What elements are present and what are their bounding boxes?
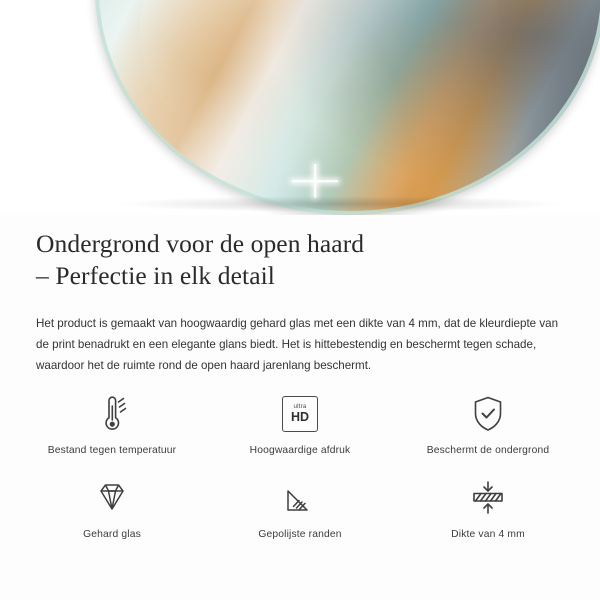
- feature-item-surface-protection: [394, 392, 582, 456]
- feature-item-print-quality: [206, 392, 394, 456]
- glass-disc-graphic: [95, 0, 600, 215]
- feature-grid: [0, 392, 600, 540]
- ultra-hd-icon: [282, 392, 318, 436]
- feature-label: Gepolijste randen: [258, 529, 342, 540]
- ultra-hd-badge-top: ultra: [293, 403, 307, 411]
- feature-label: Hoogwaardige afdruk: [249, 445, 351, 456]
- page-title-line-1: Ondergrond voor de open haard: [36, 229, 365, 258]
- feature-label: Dikte van 4 mm: [451, 529, 525, 540]
- ultra-hd-badge-bottom: HD: [290, 410, 310, 425]
- feature-item-temperature: [18, 392, 206, 456]
- description-paragraph: Het product is gemaakt van hoogwaardig gehard glas met een dikte van 4 mm, dat de kleurdiepte van de print benadrukt en een elegante glans biedt. Het is hittebestendig en beschermt tegen schade, waardoor het de ruimte rond de open haard jarenlang beschermt.: [36, 316, 559, 372]
- diamond-icon: [92, 476, 132, 520]
- feature-label: Bestand tegen temperatuur: [47, 445, 177, 456]
- feature-item-tempered-glass: [18, 476, 206, 540]
- feature-item-polished-edges: [206, 476, 394, 540]
- description-text-block: [0, 228, 600, 376]
- thermometer-icon: [92, 392, 132, 436]
- polished-edges-icon: [280, 476, 320, 520]
- feature-label: Beschermt de ondergrond: [426, 445, 550, 456]
- feature-label: Gehard glas: [83, 529, 141, 540]
- feature-item-thickness: [394, 476, 582, 540]
- page-title: [36, 228, 564, 293]
- shield-check-icon: [468, 392, 508, 436]
- thickness-arrows-icon: [467, 476, 509, 520]
- page-title-line-2: – Perfectie in elk detail: [36, 261, 275, 291]
- hero-product-image: [0, 0, 600, 215]
